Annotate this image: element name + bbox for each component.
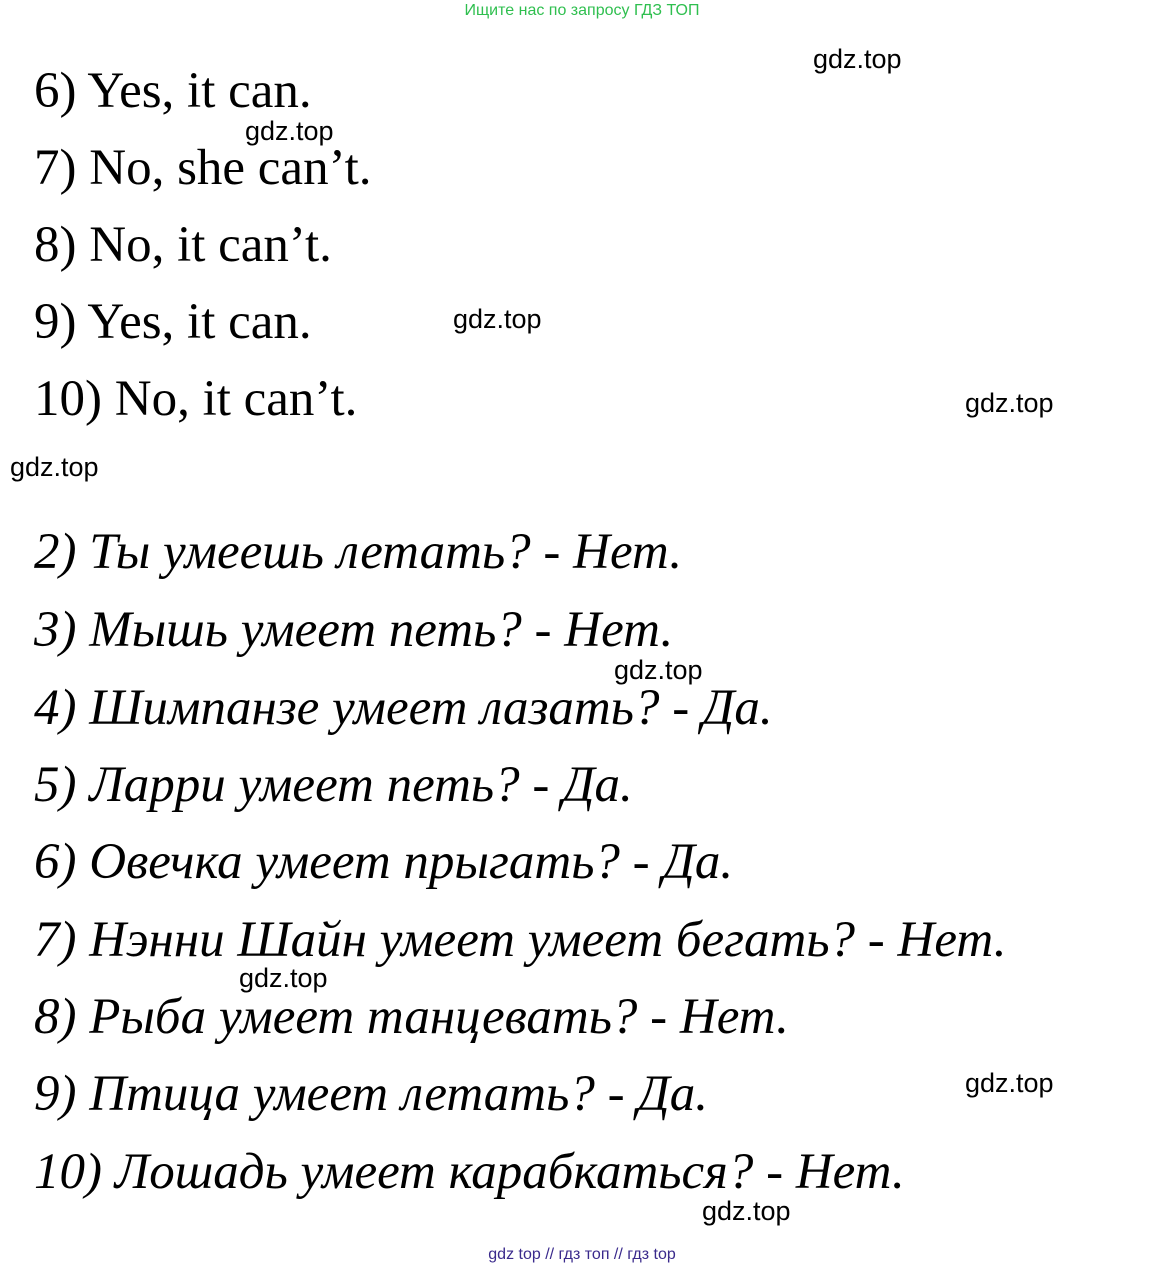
answer-line: 6) Yes, it can. [34,63,312,119]
watermark: gdz.top [965,1068,1054,1098]
translation-line: 5) Ларри умеет петь? - Да. [34,757,633,813]
translation-line: 8) Рыба умеет танцевать? - Нет. [34,989,789,1045]
watermark: gdz.top [614,655,703,685]
translation-line: 6) Овечка умеет прыгать? - Да. [34,834,734,890]
answer-line: 8) No, it can’t. [34,217,332,273]
watermark: gdz.top [965,388,1054,418]
translation-line: 3) Мышь умеет петь? - Нет. [34,602,674,658]
translation-line: 9) Птица умеет летать? - Да. [34,1066,709,1122]
translation-line: 7) Нэнни Шайн умеет умеет бегать? - Нет. [34,912,1007,968]
watermark: gdz.top [10,452,99,482]
watermark: gdz.top [702,1196,791,1226]
footer-links: gdz top // гдз топ // гдз top [488,1246,676,1263]
watermark: gdz.top [453,304,542,334]
answer-line: 9) Yes, it can. [34,294,312,350]
watermark: gdz.top [245,116,334,146]
translation-line: 2) Ты умеешь летать? - Нет. [34,524,683,580]
translation-line: 4) Шимпанзе умеет лазать? - Да. [34,680,773,736]
translation-line: 10) Лошадь умеет карабкаться? - Нет. [34,1144,905,1200]
watermark: gdz.top [239,963,328,993]
answer-line: 10) No, it can’t. [34,371,358,427]
top-banner: Ищите нас по запросу ГДЗ ТОП [464,2,700,19]
answer-line: 7) No, she can’t. [34,140,372,196]
watermark: gdz.top [813,44,902,74]
